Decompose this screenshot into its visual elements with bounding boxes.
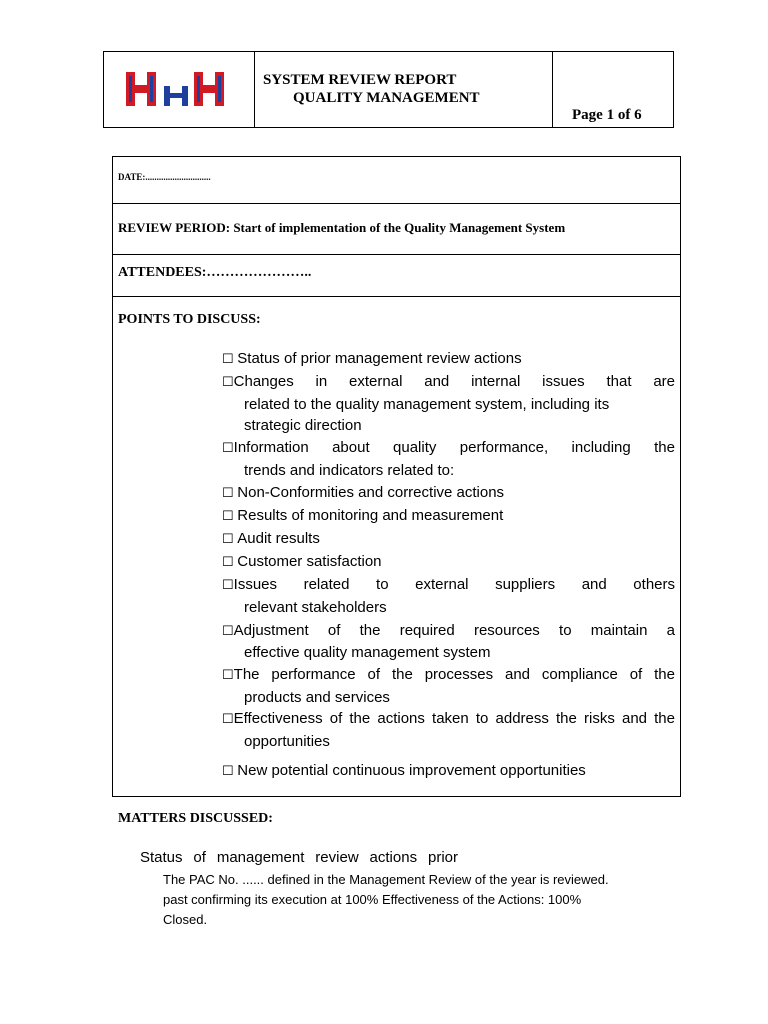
checkbox-icon: ☐ bbox=[222, 711, 234, 726]
discussion-point-text: Information about quality performance, including the bbox=[233, 439, 675, 456]
discussion-point bbox=[222, 710, 675, 728]
matters-paragraph-line: Closed. bbox=[163, 912, 208, 927]
discussion-point bbox=[222, 666, 675, 684]
discussion-point bbox=[222, 530, 320, 548]
report-title: SYSTEM REVIEW REPORT bbox=[263, 72, 457, 88]
discussion-point-text: Changes in external and internal issues that are bbox=[233, 373, 675, 390]
review-period-row bbox=[113, 203, 680, 255]
discussion-point bbox=[222, 762, 586, 780]
discussion-point-text: New potential continuous improvement opportunities bbox=[237, 762, 586, 779]
attendees-field: ATTENDEES:………………….. bbox=[118, 265, 312, 280]
report-subtitle: QUALITY MANAGEMENT bbox=[293, 90, 480, 106]
page-number: Page 1 of 6 bbox=[572, 107, 642, 123]
discussion-point-text: Results of monitoring and measurement bbox=[237, 507, 504, 524]
matters-paragraph-line: past confirming its execution at 100% Effectiveness of the Actions: 100% bbox=[163, 892, 582, 907]
discussion-point-text: Issues related to external suppliers and others bbox=[233, 576, 675, 593]
discussion-point bbox=[222, 373, 675, 391]
attendees-row bbox=[113, 254, 680, 297]
date-field: DATE:............................. bbox=[118, 172, 211, 182]
discussion-point-text: Audit results bbox=[237, 530, 320, 547]
review-period: REVIEW PERIOD: Start of implementation of the Quality Management System bbox=[118, 220, 566, 235]
discussion-point bbox=[222, 622, 675, 640]
discussion-point bbox=[222, 350, 522, 368]
checkbox-icon: ☐ bbox=[222, 577, 234, 592]
checkbox-icon: ☐ bbox=[222, 351, 238, 366]
checkbox-icon: ☐ bbox=[222, 508, 238, 523]
discussion-point-text: Customer satisfaction bbox=[237, 553, 382, 570]
discussion-point-text: Adjustment of the required resources to maintain a bbox=[233, 622, 675, 639]
checkbox-icon: ☐ bbox=[222, 554, 238, 569]
discussion-point-text: The performance of the processes and compliance of the bbox=[233, 666, 675, 683]
title-cell bbox=[255, 52, 553, 127]
points-to-discuss-label: POINTS TO DISCUSS: bbox=[118, 312, 261, 327]
checkbox-icon: ☐ bbox=[222, 667, 234, 682]
discussion-point bbox=[222, 576, 675, 594]
matters-discussed-label: MATTERS DISCUSSED: bbox=[118, 811, 273, 826]
matters-paragraph-line: The PAC No. ...... defined in the Management Review of the year is reviewed. bbox=[163, 872, 609, 887]
matters-subheading: Status of management review actions prior bbox=[140, 849, 458, 866]
checkbox-icon: ☐ bbox=[222, 623, 234, 638]
page-cell bbox=[553, 52, 673, 127]
discussion-point bbox=[222, 439, 675, 457]
discussion-point bbox=[222, 484, 504, 502]
logo-cell bbox=[104, 52, 255, 127]
discussion-point bbox=[222, 553, 382, 571]
discussion-point-continuation: related to the quality management system, including its bbox=[244, 396, 610, 413]
discussion-point-text: Status of prior management review actions bbox=[237, 350, 522, 367]
review-form-table bbox=[112, 156, 681, 797]
checkbox-icon: ☐ bbox=[222, 531, 238, 546]
date-row bbox=[113, 157, 680, 204]
discussion-point bbox=[222, 507, 503, 525]
discussion-point-continuation: opportunities bbox=[244, 733, 330, 750]
header-table bbox=[103, 51, 674, 128]
discussion-point-continuation: relevant stakeholders bbox=[244, 599, 387, 616]
discussion-point-continuation: strategic direction bbox=[244, 417, 362, 434]
discussion-point-continuation: products and services bbox=[244, 689, 390, 706]
discussion-point-continuation: effective quality management system bbox=[244, 644, 491, 661]
discussion-point-text: Effectiveness of the actions taken to address the risks and the bbox=[233, 710, 675, 727]
discussion-point-continuation: trends and indicators related to: bbox=[244, 462, 455, 479]
discussion-point-text: Non-Conformities and corrective actions bbox=[237, 484, 505, 501]
company-logo bbox=[126, 70, 232, 110]
checkbox-icon: ☐ bbox=[222, 485, 238, 500]
checkbox-icon: ☐ bbox=[222, 440, 234, 455]
checkbox-icon: ☐ bbox=[222, 763, 238, 778]
checkbox-icon: ☐ bbox=[222, 374, 234, 389]
